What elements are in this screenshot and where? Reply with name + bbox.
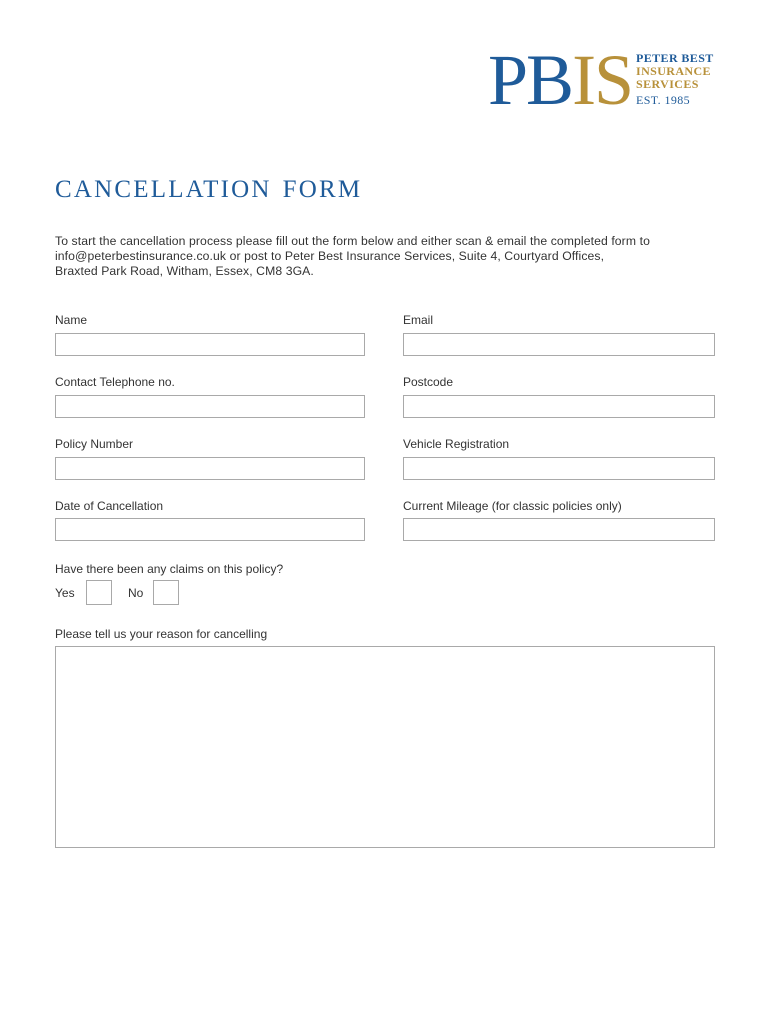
logo-mark — [488, 40, 633, 120]
pbis-logo — [488, 40, 728, 120]
telephone-field[interactable] — [55, 395, 365, 418]
logo-line-3: SERVICES — [636, 77, 699, 91]
name-label: Name — [55, 313, 88, 327]
vehicle-registration-field[interactable] — [403, 457, 715, 480]
intro-line: Braxted Park Road, Witham, Essex, CM8 3GA. — [55, 264, 314, 278]
intro-line: info@peterbestinsurance.co.uk or post to Peter Best Insurance Services, Suite 4, Courtyard Offices, — [55, 249, 605, 263]
claims-question: Have there been any claims on this policy? — [55, 562, 284, 576]
intro-text — [55, 234, 715, 279]
name-field[interactable] — [55, 333, 365, 356]
logo-letters-gold: IS — [572, 40, 633, 120]
date-of-cancellation-field[interactable] — [55, 518, 365, 541]
postcode-field[interactable] — [403, 395, 715, 418]
current-mileage-label: Current Mileage (for classic policies only) — [403, 499, 622, 513]
reason-label: Please tell us your reason for cancelling — [55, 627, 268, 641]
policy-number-label: Policy Number — [55, 437, 134, 451]
yes-label: Yes — [55, 586, 75, 600]
page-title: cancellation form — [55, 166, 363, 205]
logo-line-1: PETER BEST — [636, 51, 714, 65]
date-of-cancellation-label: Date of Cancellation — [55, 499, 164, 513]
reason-textarea[interactable] — [55, 646, 715, 848]
telephone-label: Contact Telephone no. — [55, 375, 175, 389]
postcode-label: Postcode — [403, 375, 454, 389]
vehicle-registration-label: Vehicle Registration — [403, 437, 510, 451]
policy-number-field[interactable] — [55, 457, 365, 480]
email-field[interactable] — [403, 333, 715, 356]
intro-line: To start the cancellation process please fill out the form below and either scan & email the completed form to — [55, 234, 650, 248]
logo-text — [636, 52, 714, 107]
no-checkbox[interactable] — [153, 580, 179, 605]
email-label: Email — [403, 313, 434, 327]
logo-letters-blue: PB — [488, 40, 573, 120]
current-mileage-field[interactable] — [403, 518, 715, 541]
logo-line-2: INSURANCE — [636, 64, 711, 78]
no-label: No — [128, 586, 144, 600]
yes-checkbox[interactable] — [86, 580, 112, 605]
logo-line-4: EST. 1985 — [636, 93, 691, 107]
